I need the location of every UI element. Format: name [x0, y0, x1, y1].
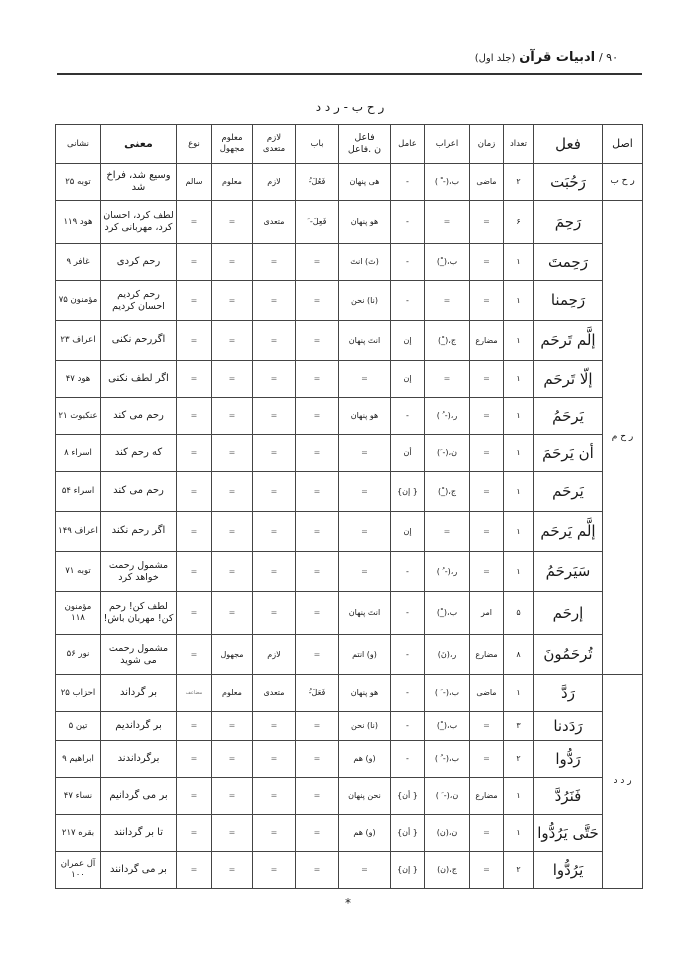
row-amil: { أن} [391, 778, 425, 815]
col-header-subject-line2: ن .فاعل [347, 144, 382, 155]
row-reference: توبه ۲۵ [56, 164, 101, 201]
verb-cell: رَحِمَ [534, 201, 603, 244]
row-reference: هود ۴۷ [56, 361, 101, 398]
row-subject: (و) هم [339, 741, 391, 778]
row-voice: = [212, 201, 253, 244]
row-voice: = [212, 321, 253, 361]
col-header-subject-line1: فاعل [354, 132, 375, 144]
row-reference: غافر ۹ [56, 244, 101, 281]
row-voice: = [212, 512, 253, 552]
row-voice: = [212, 281, 253, 321]
row-tense: مضارع [470, 321, 504, 361]
row-irab: = [425, 361, 470, 398]
row-subject: هو پنهان [339, 675, 391, 712]
row-irab: ن،(- َ) [425, 435, 470, 472]
row-bab: = [296, 778, 339, 815]
table-row [56, 852, 643, 889]
row-transitivity: = [253, 361, 296, 398]
verb-analysis-table [55, 124, 643, 889]
row-count: ۱ [504, 281, 534, 321]
row-meaning: مشمول رحمت می شوید [101, 635, 177, 675]
row-transitivity: = [253, 552, 296, 592]
row-irab: = [425, 281, 470, 321]
row-irab: = [425, 201, 470, 244]
row-meaning: رحم کردی [101, 244, 177, 281]
row-amil: - [391, 635, 425, 675]
verb-cell: رَدَّ [534, 675, 603, 712]
row-tense: = [470, 552, 504, 592]
row-irab: ج،(_ْ) [425, 321, 470, 361]
row-voice: = [212, 815, 253, 852]
row-amil: إن [391, 361, 425, 398]
row-reference: ابراهیم ۹ [56, 741, 101, 778]
verb-cell: إلّا تَرحَم [534, 361, 603, 398]
row-voice: = [212, 398, 253, 435]
row-reference: اعراف ۲۳ [56, 321, 101, 361]
row-voice: = [212, 472, 253, 512]
verb-cell: يَرُدُّوا [534, 852, 603, 889]
row-count: ۲ [504, 852, 534, 889]
row-type: = [177, 321, 212, 361]
table-body [56, 164, 643, 889]
table-row [56, 201, 643, 244]
row-subject: انتَ پنهان [339, 321, 391, 361]
row-tense: = [470, 398, 504, 435]
row-count: ۲ [504, 741, 534, 778]
col-header-bab: باب [296, 125, 339, 164]
row-meaning: بر می گردانیم [101, 778, 177, 815]
row-tense: = [470, 815, 504, 852]
row-meaning: تا بر گردانند [101, 815, 177, 852]
row-bab: = [296, 281, 339, 321]
row-transitivity: = [253, 741, 296, 778]
row-voice: = [212, 552, 253, 592]
row-amil: إن [391, 512, 425, 552]
row-amil: - [391, 592, 425, 635]
section-title: ر ح ب - ر د د [315, 100, 385, 114]
row-amil: - [391, 281, 425, 321]
verb-cell: سَيَرحَمُ [534, 552, 603, 592]
row-tense: = [470, 435, 504, 472]
row-transitivity: = [253, 321, 296, 361]
row-bab: = [296, 552, 339, 592]
row-transitivity: = [253, 592, 296, 635]
row-count: ۱ [504, 435, 534, 472]
page-number: ۹۰ / [598, 51, 618, 64]
row-irab: ر،(نَ) [425, 635, 470, 675]
verb-cell: رَحُبَت [534, 164, 603, 201]
row-type: مضاعف [177, 675, 212, 712]
verb-cell: إرحَم [534, 592, 603, 635]
row-tense: = [470, 281, 504, 321]
col-header-amil: عامل [391, 125, 425, 164]
col-header-verb: فعل [534, 125, 603, 164]
col-header-transitivity-line1: لازم [266, 133, 282, 144]
row-transitivity: = [253, 472, 296, 512]
row-transitivity: لازم [253, 635, 296, 675]
row-subject: = [339, 552, 391, 592]
row-type: = [177, 361, 212, 398]
row-subject: (و) هم [339, 815, 391, 852]
row-reference: عنکبوت ۲۱ [56, 398, 101, 435]
verb-cell: إلَّم تَرحَم [534, 321, 603, 361]
row-irab: ج،(_ْ) [425, 472, 470, 512]
row-bab: = [296, 472, 339, 512]
row-count: ۱ [504, 472, 534, 512]
row-subject: (نا) نحن [339, 712, 391, 741]
row-voice: = [212, 778, 253, 815]
row-reference: هود ۱۱۹ [56, 201, 101, 244]
row-reference: مؤمنون ۱۱۸ [56, 592, 101, 635]
row-voice: معلوم [212, 675, 253, 712]
row-bab: = [296, 361, 339, 398]
row-voice: = [212, 435, 253, 472]
row-subject: (تَ) انتَ [339, 244, 391, 281]
col-header-type: نوع [177, 125, 212, 164]
row-subject: هو پنهان [339, 201, 391, 244]
row-amil: - [391, 164, 425, 201]
row-bab: فَعِلَ- َ [296, 201, 339, 244]
row-type: = [177, 201, 212, 244]
row-subject: (و) انتم [339, 635, 391, 675]
row-reference: توبه ۷۱ [56, 552, 101, 592]
verb-cell: فَنَرُدَّ [534, 778, 603, 815]
row-meaning: بر گرداندیم [101, 712, 177, 741]
row-irab: = [425, 512, 470, 552]
row-bab: = [296, 635, 339, 675]
row-reference: آل عمران ۱۰۰ [56, 852, 101, 889]
row-tense: = [470, 201, 504, 244]
row-type: = [177, 712, 212, 741]
row-amil: { إن} [391, 472, 425, 512]
row-bab: = [296, 741, 339, 778]
row-irab: ر،(- ُ ) [425, 398, 470, 435]
row-amil: أن [391, 435, 425, 472]
row-bab: = [296, 244, 339, 281]
verb-cell: حَتَّی يَرُدُّوا [534, 815, 603, 852]
footnote-marker: * [345, 896, 351, 910]
table-row [56, 635, 643, 675]
row-subject: = [339, 512, 391, 552]
row-subject: = [339, 361, 391, 398]
row-tense: امر [470, 592, 504, 635]
row-subject: (نا) نحن [339, 281, 391, 321]
row-meaning: اگر لطف نکنی [101, 361, 177, 398]
row-type: = [177, 398, 212, 435]
row-tense: = [470, 741, 504, 778]
row-amil: - [391, 712, 425, 741]
row-count: ۱ [504, 552, 534, 592]
row-meaning: مشمول رحمت خواهد کرد [101, 552, 177, 592]
row-meaning: رحم می کند [101, 398, 177, 435]
row-subject: نحن پنهان [339, 778, 391, 815]
row-count: ۱ [504, 361, 534, 398]
row-reference: اسراء ۵۴ [56, 472, 101, 512]
row-bab: = [296, 398, 339, 435]
row-irab: ب،(_ْ) [425, 712, 470, 741]
row-tense: = [470, 244, 504, 281]
row-reference: نساء ۴۷ [56, 778, 101, 815]
row-amil: { أن} [391, 815, 425, 852]
row-subject: انتَ پنهان [339, 592, 391, 635]
row-transitivity: = [253, 778, 296, 815]
row-transitivity: = [253, 712, 296, 741]
row-count: ۱ [504, 778, 534, 815]
row-voice: = [212, 852, 253, 889]
col-header-voice-line1: معلوم [221, 133, 243, 144]
row-transitivity: = [253, 244, 296, 281]
page-header [475, 50, 618, 65]
row-subject: هو پنهان [339, 398, 391, 435]
row-bab: = [296, 321, 339, 361]
row-count: ۱ [504, 512, 534, 552]
row-count: ۸ [504, 635, 534, 675]
table-row [56, 741, 643, 778]
table-row [56, 321, 643, 361]
row-meaning: رحم می کند [101, 472, 177, 512]
row-transitivity: لازم [253, 164, 296, 201]
row-type: = [177, 852, 212, 889]
verb-cell: رَدُّوا [534, 741, 603, 778]
row-transitivity: = [253, 281, 296, 321]
table-row [56, 778, 643, 815]
row-reference: مؤمنون ۷۵ [56, 281, 101, 321]
row-voice: = [212, 712, 253, 741]
row-irab: ج،(ن) [425, 852, 470, 889]
row-amil: - [391, 244, 425, 281]
row-meaning: بر گرداند [101, 675, 177, 712]
row-transitivity: = [253, 435, 296, 472]
row-type: = [177, 281, 212, 321]
table-row [56, 398, 643, 435]
row-tense: مضارع [470, 635, 504, 675]
row-amil: - [391, 398, 425, 435]
row-bab: = [296, 815, 339, 852]
row-transitivity: = [253, 852, 296, 889]
verb-cell: أن يَرحَمَ [534, 435, 603, 472]
verb-cell: يَرحَم [534, 472, 603, 512]
row-type: = [177, 741, 212, 778]
row-type: = [177, 512, 212, 552]
row-meaning: که رحم کند [101, 435, 177, 472]
row-amil: - [391, 675, 425, 712]
verb-cell: رَحِمنا [534, 281, 603, 321]
col-header-transitivity-line2: متعدی [262, 144, 286, 154]
row-meaning: رحم کردیم احسان کردیم [101, 281, 177, 321]
row-tense: = [470, 361, 504, 398]
row-count: ۶ [504, 201, 534, 244]
row-meaning: اگر رحم نکند [101, 512, 177, 552]
row-type: = [177, 472, 212, 512]
row-tense: مضارع [470, 778, 504, 815]
row-bab: فَعُلَ-ُ [296, 164, 339, 201]
row-tense: = [470, 712, 504, 741]
volume-label: (جلد اول) [474, 53, 516, 64]
row-irab: ب،(_ْ) [425, 592, 470, 635]
row-tense: = [470, 512, 504, 552]
table-row [56, 512, 643, 552]
row-meaning: لطف کرد، احسان کرد، مهربانی کرد [101, 201, 177, 244]
row-voice: = [212, 244, 253, 281]
row-tense: = [470, 852, 504, 889]
row-irab: ب،(_ْ) [425, 244, 470, 281]
col-header-meaning: معنی [101, 125, 177, 164]
row-type: = [177, 592, 212, 635]
book-title: ادبیات قرآن [519, 50, 596, 65]
row-meaning: برگرداندند [101, 741, 177, 778]
row-transitivity: متعدی [253, 675, 296, 712]
table-row [56, 592, 643, 635]
row-meaning: وسیع شد، فراخ شد [101, 164, 177, 201]
row-voice: معلوم [212, 164, 253, 201]
row-bab: = [296, 512, 339, 552]
row-irab: ر،(- ُ ) [425, 552, 470, 592]
col-header-subject [339, 125, 391, 164]
row-bab: = [296, 435, 339, 472]
table-row [56, 244, 643, 281]
table-row [56, 675, 643, 712]
row-transitivity: متعدی [253, 201, 296, 244]
row-amil: - [391, 201, 425, 244]
row-meaning: لطف کن! رحم کن! مهربان باش! [101, 592, 177, 635]
row-tense: ماضی [470, 164, 504, 201]
row-type: = [177, 552, 212, 592]
col-header-reference: نشانی [56, 125, 101, 164]
row-irab: ب،(- َ ) [425, 675, 470, 712]
row-reference: بقره ۲۱۷ [56, 815, 101, 852]
col-header-count: تعداد [504, 125, 534, 164]
row-irab: ب،(- ْ ) [425, 164, 470, 201]
verb-cell: إلَّم يَرحَم [534, 512, 603, 552]
row-subject: = [339, 435, 391, 472]
row-count: ۱ [504, 815, 534, 852]
row-amil: - [391, 741, 425, 778]
col-header-transitivity [253, 125, 296, 164]
row-reference: اعراف ۱۴۹ [56, 512, 101, 552]
row-voice: مجهول [212, 635, 253, 675]
col-header-root: اصل [603, 125, 643, 164]
table-row [56, 472, 643, 512]
table-row [56, 712, 643, 741]
row-voice: = [212, 361, 253, 398]
verb-cell: رَدَدنا [534, 712, 603, 741]
row-type: = [177, 778, 212, 815]
row-subject: هی پنهان [339, 164, 391, 201]
row-transitivity: = [253, 815, 296, 852]
row-transitivity: = [253, 512, 296, 552]
row-type: = [177, 435, 212, 472]
table-row [56, 552, 643, 592]
header-divider [57, 73, 642, 75]
root-cell: ر ح م [603, 201, 643, 675]
row-transitivity: = [253, 398, 296, 435]
row-count: ۱ [504, 398, 534, 435]
row-type: سالم [177, 164, 212, 201]
row-bab: = [296, 592, 339, 635]
table-row [56, 435, 643, 472]
col-header-irab: اعراب [425, 125, 470, 164]
verb-cell: رَحِمتَ [534, 244, 603, 281]
row-count: ۲ [504, 164, 534, 201]
col-header-voice-line2: مجهول [219, 144, 245, 154]
verb-cell: تُرحَمُونَ [534, 635, 603, 675]
row-amil: { إن} [391, 852, 425, 889]
col-header-voice [212, 125, 253, 164]
row-bab: = [296, 712, 339, 741]
row-count: ۱ [504, 675, 534, 712]
row-voice: = [212, 741, 253, 778]
row-subject: = [339, 472, 391, 512]
row-amil: إن [391, 321, 425, 361]
table-row [56, 164, 643, 201]
row-meaning: بر می گردانند [101, 852, 177, 889]
row-bab: = [296, 852, 339, 889]
row-count: ۱ [504, 321, 534, 361]
row-irab: ن،(ن) [425, 815, 470, 852]
row-count: ۵ [504, 592, 534, 635]
root-cell: ر د د [603, 675, 643, 889]
row-reference: نور ۵۶ [56, 635, 101, 675]
row-type: = [177, 815, 212, 852]
row-type: = [177, 635, 212, 675]
row-type: = [177, 244, 212, 281]
root-cell: ر ح ب [603, 164, 643, 201]
row-reference: احزاب ۲۵ [56, 675, 101, 712]
col-header-tense: زمان [470, 125, 504, 164]
table-row [56, 281, 643, 321]
table-row [56, 815, 643, 852]
row-bab: فَعَلَ-ُ [296, 675, 339, 712]
row-reference: اسراء ۸ [56, 435, 101, 472]
table-row [56, 361, 643, 398]
row-subject: = [339, 852, 391, 889]
row-count: ۳ [504, 712, 534, 741]
row-irab: ن،(- َ ) [425, 778, 470, 815]
row-tense: ماضی [470, 675, 504, 712]
table-header-row [56, 125, 643, 164]
row-amil: - [391, 552, 425, 592]
row-tense: = [470, 472, 504, 512]
row-count: ۱ [504, 244, 534, 281]
verb-cell: يَرحَمُ [534, 398, 603, 435]
row-voice: = [212, 592, 253, 635]
row-meaning: اگررحم نکنی [101, 321, 177, 361]
row-irab: ب،(- ُ ) [425, 741, 470, 778]
row-reference: تین ۵ [56, 712, 101, 741]
